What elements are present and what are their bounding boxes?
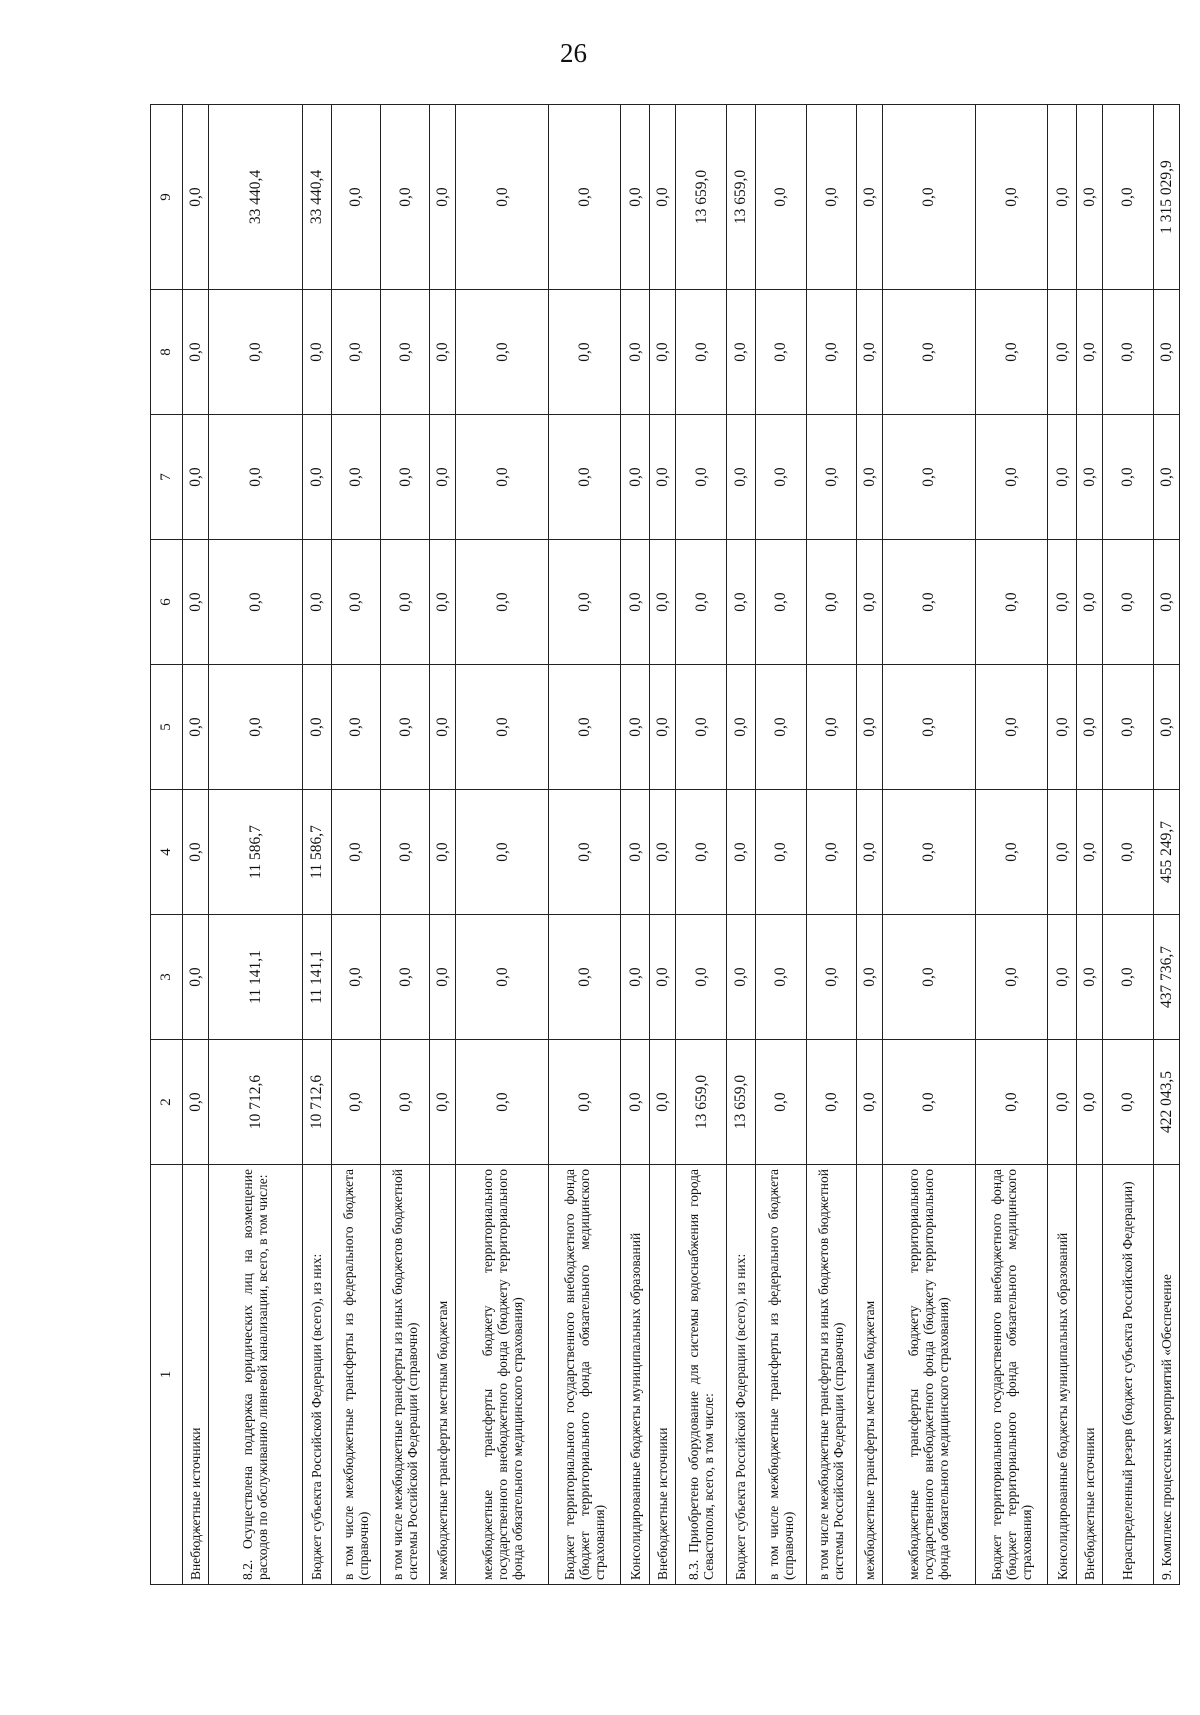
row-label: Консолидированные бюджеты муниципальных образований xyxy=(1048,1165,1077,1585)
row-value: 33 440,4 xyxy=(208,105,302,290)
row-value: 0,0 xyxy=(975,290,1047,415)
row-value: 0,0 xyxy=(755,415,806,540)
row-value: 0,0 xyxy=(975,790,1047,915)
row-value: 0,0 xyxy=(621,665,650,790)
column-header: 4 xyxy=(151,790,183,915)
row-value: 0,0 xyxy=(726,290,755,415)
row-value: 0,0 xyxy=(621,1040,650,1165)
row-value: 0,0 xyxy=(1048,1040,1077,1165)
row-value: 0,0 xyxy=(331,665,380,790)
row-value: 0,0 xyxy=(1077,105,1103,290)
row-value: 11 586,7 xyxy=(302,790,331,915)
row-value: 0,0 xyxy=(726,915,755,1040)
row-value: 0,0 xyxy=(1153,665,1179,790)
row-value: 0,0 xyxy=(182,790,208,915)
row-value: 0,0 xyxy=(1048,915,1077,1040)
row-value: 10 712,6 xyxy=(208,1040,302,1165)
row-value: 0,0 xyxy=(857,1040,883,1165)
row-value: 0,0 xyxy=(650,415,676,540)
row-value: 0,0 xyxy=(1077,665,1103,790)
table-row xyxy=(975,105,1047,1585)
row-value: 0,0 xyxy=(381,415,430,540)
row-value: 0,0 xyxy=(650,290,676,415)
column-header: 6 xyxy=(151,540,183,665)
row-value: 0,0 xyxy=(806,1040,857,1165)
row-value: 0,0 xyxy=(857,290,883,415)
table-row xyxy=(650,105,676,1585)
row-label: в том числе межбюджетные трансферты из федерального бюджета (справочно) xyxy=(755,1165,806,1585)
row-value: 0,0 xyxy=(883,415,976,540)
row-value: 0,0 xyxy=(182,290,208,415)
row-label: 8.2. Осуществлена поддержка юридических лиц на возмещение расходов по обслуживанию ливневой канализации, всего, в том числе: xyxy=(208,1165,302,1585)
row-value: 0,0 xyxy=(548,665,620,790)
row-value: 0,0 xyxy=(1077,415,1103,540)
row-label: Внебюджетные источники xyxy=(1077,1165,1103,1585)
row-value: 0,0 xyxy=(975,915,1047,1040)
row-value: 0,0 xyxy=(1077,540,1103,665)
row-value: 0,0 xyxy=(726,415,755,540)
row-value: 0,0 xyxy=(621,540,650,665)
table-row xyxy=(331,105,380,1585)
row-value: 0,0 xyxy=(650,790,676,915)
row-value: 0,0 xyxy=(1077,915,1103,1040)
row-value: 0,0 xyxy=(676,665,727,790)
column-header: 8 xyxy=(151,290,183,415)
row-value: 0,0 xyxy=(430,540,456,665)
row-value: 0,0 xyxy=(1048,415,1077,540)
table-row xyxy=(857,105,883,1585)
row-value: 0,0 xyxy=(430,665,456,790)
row-value: 0,0 xyxy=(650,915,676,1040)
table-row xyxy=(1103,105,1154,1585)
table-row xyxy=(1153,105,1179,1585)
row-value: 0,0 xyxy=(381,1040,430,1165)
row-label: межбюджетные трансферты местным бюджетам xyxy=(430,1165,456,1585)
row-value: 0,0 xyxy=(456,790,549,915)
row-label: в том числе межбюджетные трансферты из иных бюджетов бюджетной системы Российской Федерации (справочно) xyxy=(806,1165,857,1585)
row-value: 33 440,4 xyxy=(302,105,331,290)
row-value: 0,0 xyxy=(1077,1040,1103,1165)
row-label: в том числе межбюджетные трансферты из иных бюджетов бюджетной системы Российской Федерации (справочно) xyxy=(381,1165,430,1585)
row-value: 0,0 xyxy=(208,540,302,665)
row-value: 0,0 xyxy=(975,1040,1047,1165)
row-value: 0,0 xyxy=(806,415,857,540)
row-value: 0,0 xyxy=(456,915,549,1040)
row-value: 0,0 xyxy=(1048,540,1077,665)
row-label: Внебюджетные источники xyxy=(650,1165,676,1585)
row-label: межбюджетные трансферты местным бюджетам xyxy=(857,1165,883,1585)
row-value: 10 712,6 xyxy=(302,1040,331,1165)
row-value: 0,0 xyxy=(331,790,380,915)
row-value: 11 141,1 xyxy=(208,915,302,1040)
row-label: Бюджет субъекта Российской Федерации (всего), из них: xyxy=(302,1165,331,1585)
table-row xyxy=(430,105,456,1585)
row-value: 0,0 xyxy=(331,915,380,1040)
row-value: 0,0 xyxy=(182,665,208,790)
row-value: 1 315 029,9 xyxy=(1153,105,1179,290)
row-value: 0,0 xyxy=(381,540,430,665)
row-value: 0,0 xyxy=(1048,790,1077,915)
row-label: в том числе межбюджетные трансферты из федерального бюджета (справочно) xyxy=(331,1165,380,1585)
row-value: 0,0 xyxy=(621,415,650,540)
row-label: Бюджет территориального государственного внебюджетного фонда (бюджет территориального фонда обязательного медицинского страхования) xyxy=(548,1165,620,1585)
table-body xyxy=(151,105,1180,1585)
row-value: 0,0 xyxy=(456,665,549,790)
row-value: 0,0 xyxy=(806,290,857,415)
row-value: 0,0 xyxy=(302,665,331,790)
row-value: 0,0 xyxy=(621,915,650,1040)
row-value: 0,0 xyxy=(182,415,208,540)
row-label: межбюджетные трансферты бюджету территориального государственного внебюджетного фонда (бюджету территориального фонда обязательного медицинского страхования) xyxy=(456,1165,549,1585)
row-value: 0,0 xyxy=(548,790,620,915)
row-value: 0,0 xyxy=(726,540,755,665)
table-row xyxy=(208,105,302,1585)
row-value: 0,0 xyxy=(755,540,806,665)
row-value: 0,0 xyxy=(302,290,331,415)
row-value: 0,0 xyxy=(208,665,302,790)
table-row xyxy=(302,105,331,1585)
column-header: 1 xyxy=(151,1165,183,1585)
row-value: 0,0 xyxy=(1048,105,1077,290)
table-row xyxy=(726,105,755,1585)
row-value: 0,0 xyxy=(755,105,806,290)
row-value: 0,0 xyxy=(806,540,857,665)
table-row xyxy=(806,105,857,1585)
row-value: 0,0 xyxy=(755,1040,806,1165)
row-value: 0,0 xyxy=(331,540,380,665)
row-value: 455 249,7 xyxy=(1153,790,1179,915)
row-value: 0,0 xyxy=(1103,665,1154,790)
row-value: 0,0 xyxy=(857,415,883,540)
row-value: 0,0 xyxy=(1103,915,1154,1040)
table-row xyxy=(182,105,208,1585)
row-value: 0,0 xyxy=(726,665,755,790)
table-row xyxy=(621,105,650,1585)
row-value: 0,0 xyxy=(381,105,430,290)
row-value: 0,0 xyxy=(883,105,976,290)
row-value: 0,0 xyxy=(857,665,883,790)
row-value: 0,0 xyxy=(1048,665,1077,790)
row-value: 0,0 xyxy=(331,415,380,540)
row-value: 0,0 xyxy=(806,665,857,790)
row-value: 0,0 xyxy=(975,540,1047,665)
row-value: 0,0 xyxy=(883,790,976,915)
row-value: 0,0 xyxy=(883,665,976,790)
row-value: 0,0 xyxy=(806,105,857,290)
row-value: 0,0 xyxy=(857,790,883,915)
row-value: 13 659,0 xyxy=(676,1040,727,1165)
row-value: 0,0 xyxy=(331,105,380,290)
row-value: 0,0 xyxy=(1103,415,1154,540)
row-value: 0,0 xyxy=(381,665,430,790)
row-value: 0,0 xyxy=(381,790,430,915)
row-value: 0,0 xyxy=(755,790,806,915)
row-value: 0,0 xyxy=(1153,290,1179,415)
table-row xyxy=(883,105,976,1585)
row-value: 0,0 xyxy=(456,105,549,290)
row-value: 11 141,1 xyxy=(302,915,331,1040)
row-value: 437 736,7 xyxy=(1153,915,1179,1040)
row-label: Бюджет территориального государственного внебюджетного фонда (бюджет территориального фонда обязательного медицинского страхования) xyxy=(975,1165,1047,1585)
row-value: 0,0 xyxy=(456,540,549,665)
row-value: 0,0 xyxy=(548,915,620,1040)
row-value: 0,0 xyxy=(1103,1040,1154,1165)
row-label: Бюджет субъекта Российской Федерации (всего), из них: xyxy=(726,1165,755,1585)
row-value: 0,0 xyxy=(1153,415,1179,540)
row-value: 0,0 xyxy=(621,105,650,290)
row-value: 0,0 xyxy=(883,540,976,665)
row-value: 0,0 xyxy=(621,790,650,915)
row-value: 0,0 xyxy=(182,915,208,1040)
row-value: 13 659,0 xyxy=(676,105,727,290)
row-label: 9. Комплекс процессных мероприятий «Обеспечение xyxy=(1153,1165,1179,1585)
table-row xyxy=(1077,105,1103,1585)
page-number: 26 xyxy=(560,38,587,68)
table-row xyxy=(381,105,430,1585)
column-header: 3 xyxy=(151,915,183,1040)
row-value: 0,0 xyxy=(456,1040,549,1165)
header-row xyxy=(151,105,183,1585)
row-value: 0,0 xyxy=(1103,105,1154,290)
row-value: 0,0 xyxy=(883,290,976,415)
row-value: 0,0 xyxy=(456,415,549,540)
budget-table xyxy=(150,104,1180,1585)
row-value: 0,0 xyxy=(975,665,1047,790)
row-value: 0,0 xyxy=(621,290,650,415)
row-value: 0,0 xyxy=(676,540,727,665)
table-row xyxy=(755,105,806,1585)
row-label: Нераспределенный резерв (бюджет субъекта Российской Федерации) xyxy=(1103,1165,1154,1585)
rotated-table-container xyxy=(150,105,1180,1585)
row-value: 0,0 xyxy=(755,915,806,1040)
row-value: 0,0 xyxy=(208,415,302,540)
row-value: 0,0 xyxy=(302,415,331,540)
row-value: 0,0 xyxy=(182,540,208,665)
row-value: 0,0 xyxy=(1077,290,1103,415)
row-value: 0,0 xyxy=(857,915,883,1040)
row-value: 0,0 xyxy=(676,915,727,1040)
row-value: 0,0 xyxy=(302,540,331,665)
column-header: 7 xyxy=(151,415,183,540)
row-label: 8.3. Приобретено оборудование для системы водоснабжения города Севастополя, всего, в том числе: xyxy=(676,1165,727,1585)
row-value: 0,0 xyxy=(456,290,549,415)
row-value: 0,0 xyxy=(857,105,883,290)
row-value: 0,0 xyxy=(676,415,727,540)
row-value: 0,0 xyxy=(430,290,456,415)
row-value: 0,0 xyxy=(182,105,208,290)
row-value: 0,0 xyxy=(381,915,430,1040)
row-value: 0,0 xyxy=(430,105,456,290)
row-value: 0,0 xyxy=(381,290,430,415)
row-value: 0,0 xyxy=(548,540,620,665)
row-value: 0,0 xyxy=(1048,290,1077,415)
row-value: 0,0 xyxy=(676,290,727,415)
row-label: Внебюджетные источники xyxy=(182,1165,208,1585)
row-value: 0,0 xyxy=(1077,790,1103,915)
row-value: 0,0 xyxy=(975,105,1047,290)
row-value: 0,0 xyxy=(857,540,883,665)
row-value: 0,0 xyxy=(755,290,806,415)
row-value: 0,0 xyxy=(726,790,755,915)
table-row xyxy=(548,105,620,1585)
row-label: межбюджетные трансферты бюджету территориального государственного внебюджетного фонда (бюджету территориального фонда обязательного медицинского страхования) xyxy=(883,1165,976,1585)
row-value: 0,0 xyxy=(806,790,857,915)
row-value: 0,0 xyxy=(650,540,676,665)
table-row xyxy=(676,105,727,1585)
row-value: 0,0 xyxy=(676,790,727,915)
table-row xyxy=(1048,105,1077,1585)
row-value: 0,0 xyxy=(548,290,620,415)
row-value: 13 659,0 xyxy=(726,105,755,290)
row-value: 0,0 xyxy=(1103,290,1154,415)
column-header: 5 xyxy=(151,665,183,790)
row-value: 0,0 xyxy=(430,790,456,915)
row-value: 13 659,0 xyxy=(726,1040,755,1165)
row-value: 0,0 xyxy=(331,290,380,415)
column-header: 9 xyxy=(151,105,183,290)
row-label: Консолидированные бюджеты муниципальных образований xyxy=(621,1165,650,1585)
row-value: 0,0 xyxy=(208,290,302,415)
row-value: 11 586,7 xyxy=(208,790,302,915)
row-value: 422 043,5 xyxy=(1153,1040,1179,1165)
row-value: 0,0 xyxy=(1103,540,1154,665)
row-value: 0,0 xyxy=(548,105,620,290)
row-value: 0,0 xyxy=(1153,540,1179,665)
row-value: 0,0 xyxy=(430,915,456,1040)
row-value: 0,0 xyxy=(650,1040,676,1165)
column-header: 2 xyxy=(151,1040,183,1165)
row-value: 0,0 xyxy=(430,415,456,540)
row-value: 0,0 xyxy=(883,1040,976,1165)
row-value: 0,0 xyxy=(430,1040,456,1165)
row-value: 0,0 xyxy=(548,415,620,540)
table-row xyxy=(456,105,549,1585)
row-value: 0,0 xyxy=(806,915,857,1040)
row-value: 0,0 xyxy=(650,665,676,790)
row-value: 0,0 xyxy=(548,1040,620,1165)
row-value: 0,0 xyxy=(975,415,1047,540)
row-value: 0,0 xyxy=(1103,790,1154,915)
row-value: 0,0 xyxy=(331,1040,380,1165)
row-value: 0,0 xyxy=(650,105,676,290)
row-value: 0,0 xyxy=(182,1040,208,1165)
row-value: 0,0 xyxy=(755,665,806,790)
row-value: 0,0 xyxy=(883,915,976,1040)
